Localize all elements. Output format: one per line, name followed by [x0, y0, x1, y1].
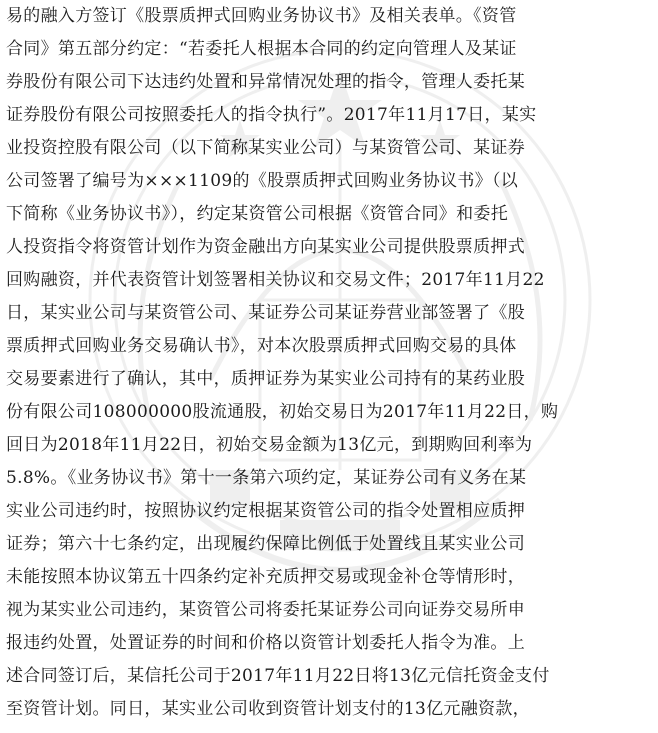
text-line: 券股份有限公司下达违约处置和异常情况处理的指令，管理人委托某: [6, 72, 525, 92]
text-line: 至资管计划。同日，某实业公司收到资管计划支付的13亿元融资款，: [6, 699, 530, 719]
text-line: 未能按照本协议第五十四条约定补充质押交易或现金补仓等情形时，: [6, 567, 525, 587]
text-line: 5.8%。《业务协议书》第十一条第六项约定，某证券公司有义务在某: [6, 468, 527, 488]
text-line: 合同》第五部分约定：“若委托人根据本合同的约定向管理人及某证: [6, 39, 517, 59]
text-line: 公司签署了编号为×××1109的《股票质押式回购业务协议书》（以: [6, 171, 519, 191]
text-line: 交易要素进行了确认，其中，质押证券为某实业公司持有的某药业股: [6, 369, 525, 389]
text-line: 票质押式回购业务交易确认书》，对本次股票质押式回购交易的具体: [6, 336, 517, 356]
text-line: 视为某实业公司违约，某资管公司将委托某证券公司向证券交易所申: [6, 600, 525, 620]
text-line: 回日为2018年11月22日，初始交易金额为13亿元，到期购回利率为: [6, 435, 533, 455]
text-line: 证券；第六十七条约定，出现履约保障比例低于处置线且某实业公司: [6, 534, 525, 554]
text-line: 人投资指令将资管计划作为资金融出方向某实业公司提供股票质押式: [6, 237, 525, 257]
text-line: 回购融资，并代表资管计划签署相关协议和交易文件；2017年11月22: [6, 270, 545, 290]
text-line: 日，某实业公司与某资管公司、某证券公司某证券营业部签署了《股: [6, 303, 525, 323]
text-line: 业投资控股有限公司（以下简称某实业公司）与某资管公司、某证券: [6, 138, 525, 158]
text-line: 易的融入方签订《股票质押式回购业务协议书》及相关表单。《资管: [6, 6, 517, 26]
text-line: 证券股份有限公司按照委托人的指令执行”。2017年11月17日，某实: [6, 105, 537, 125]
text-line: 份有限公司108000000股流通股，初始交易日为2017年11月22日，购: [6, 402, 559, 422]
text-line: 下简称《业务协议书》），约定某资管公司根据《资管合同》和委托: [6, 204, 508, 224]
text-line: 报违约处置，处置证券的时间和价格以资管计划委托人指令为准。上: [6, 633, 525, 653]
text-line: 述合同签订后，某信托公司于2017年11月22日将13亿元信托资金支付: [6, 666, 550, 686]
text-line: 实业公司违约时，按照协议约定根据某资管公司的指令处置相应质押: [6, 501, 525, 521]
